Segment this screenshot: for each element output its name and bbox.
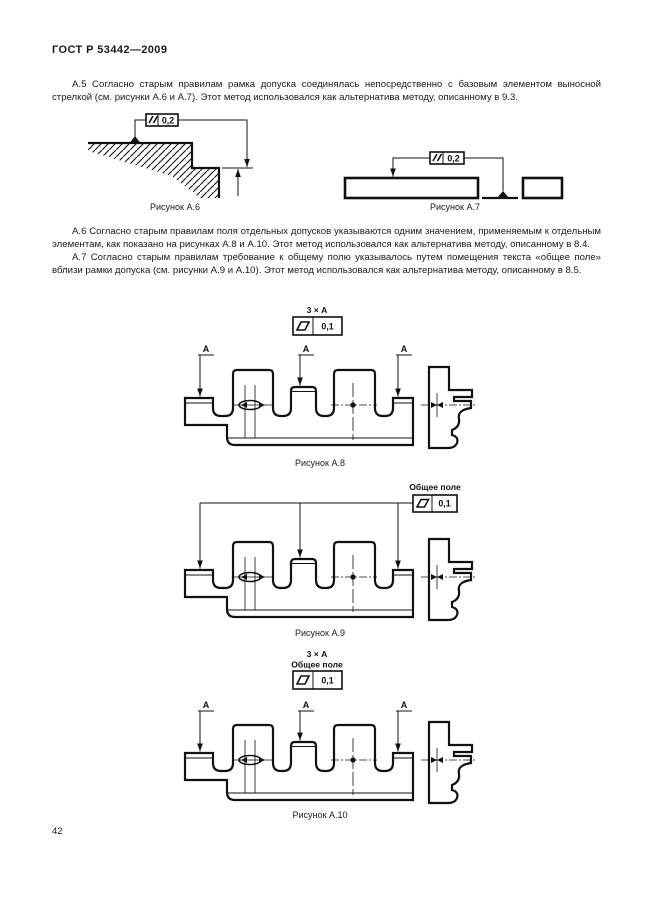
paragraph-a5-text: А.5 Согласно старым правилам рамка допуска соединялась непосредственно с базовым элементом выносной стрелкой (см. рисунки А.6 и А.7). Этот метод использовался как альтернатива методу, описанному в 9.3. bbox=[52, 79, 601, 103]
caption-a8: Рисунок А.8 bbox=[295, 458, 345, 468]
tolerance-value: 0,1 bbox=[321, 675, 334, 686]
flatness-icon bbox=[297, 676, 309, 684]
figure-a6 bbox=[60, 108, 320, 200]
datum-triangle bbox=[497, 191, 509, 198]
part-views bbox=[185, 722, 477, 803]
figure-a9 bbox=[170, 475, 490, 625]
caption-a7: Рисунок А.7 bbox=[430, 202, 480, 212]
long-bar bbox=[345, 178, 478, 198]
zone-label: Общее поле bbox=[291, 659, 343, 670]
marker-label-right: А bbox=[400, 344, 408, 354]
marker-label-left: А bbox=[202, 344, 210, 354]
small-block bbox=[523, 178, 562, 198]
tolerance-value: 0,1 bbox=[438, 498, 451, 509]
count-label: 3 × А bbox=[306, 305, 328, 315]
marker-label-middle: А bbox=[302, 700, 310, 710]
figure-a8 bbox=[170, 300, 490, 456]
caption-a6: Рисунок А.6 bbox=[150, 202, 200, 212]
caption-a9: Рисунок А.9 bbox=[295, 628, 345, 638]
tolerance-value: 0,2 bbox=[161, 115, 175, 126]
parallelism-icon bbox=[433, 154, 442, 161]
flatness-icon bbox=[417, 500, 429, 508]
standard-number: ГОСТ Р 53442—2009 bbox=[52, 44, 168, 56]
part-views bbox=[185, 539, 477, 620]
marker-label-left: А bbox=[202, 700, 210, 710]
datum-triangle bbox=[130, 136, 141, 143]
datum-leader bbox=[464, 158, 503, 191]
leader-arrow bbox=[393, 158, 430, 177]
paragraph-a6 bbox=[52, 225, 601, 277]
part-views bbox=[185, 367, 477, 448]
figure-a10 bbox=[170, 645, 490, 810]
zone-label: Общее поле bbox=[409, 482, 461, 492]
tolerance-frame bbox=[293, 671, 342, 689]
hatch-area bbox=[88, 143, 219, 198]
marker-label-middle: А bbox=[302, 344, 310, 354]
tolerance-value: 0,1 bbox=[321, 321, 334, 332]
page-number: 42 bbox=[52, 826, 63, 837]
tolerance-value: 0,2 bbox=[447, 153, 460, 164]
count-label: 3 × А bbox=[306, 649, 328, 659]
caption-a10: Рисунок А.10 bbox=[292, 810, 348, 820]
paragraph-a5 bbox=[52, 78, 601, 104]
tolerance-frame bbox=[293, 317, 342, 335]
paragraph-a7-text: А.7 Согласно старым правилам требование к общему полю указывалось путем помещения текста «общее поле» вблизи рамки допуска (см. рисунки А.9 и А.10). Этот метод использовался как альтернатива методу, описанному в 8.5. bbox=[52, 252, 601, 276]
parallelism-icon bbox=[149, 116, 158, 123]
marker-label-right: А bbox=[400, 700, 408, 710]
flatness-icon bbox=[297, 322, 309, 330]
paragraph-a6-text: А.6 Согласно старым правилам поля отдельных допусков указываются одним значением, применяемым к отдельным элементам, как показано на рисунках А.8 и А.10. Этот метод использовался как альтернатива методу, описанному в 8.4. bbox=[52, 226, 601, 250]
figure-a7 bbox=[330, 108, 610, 200]
datum-leader bbox=[135, 120, 146, 137]
